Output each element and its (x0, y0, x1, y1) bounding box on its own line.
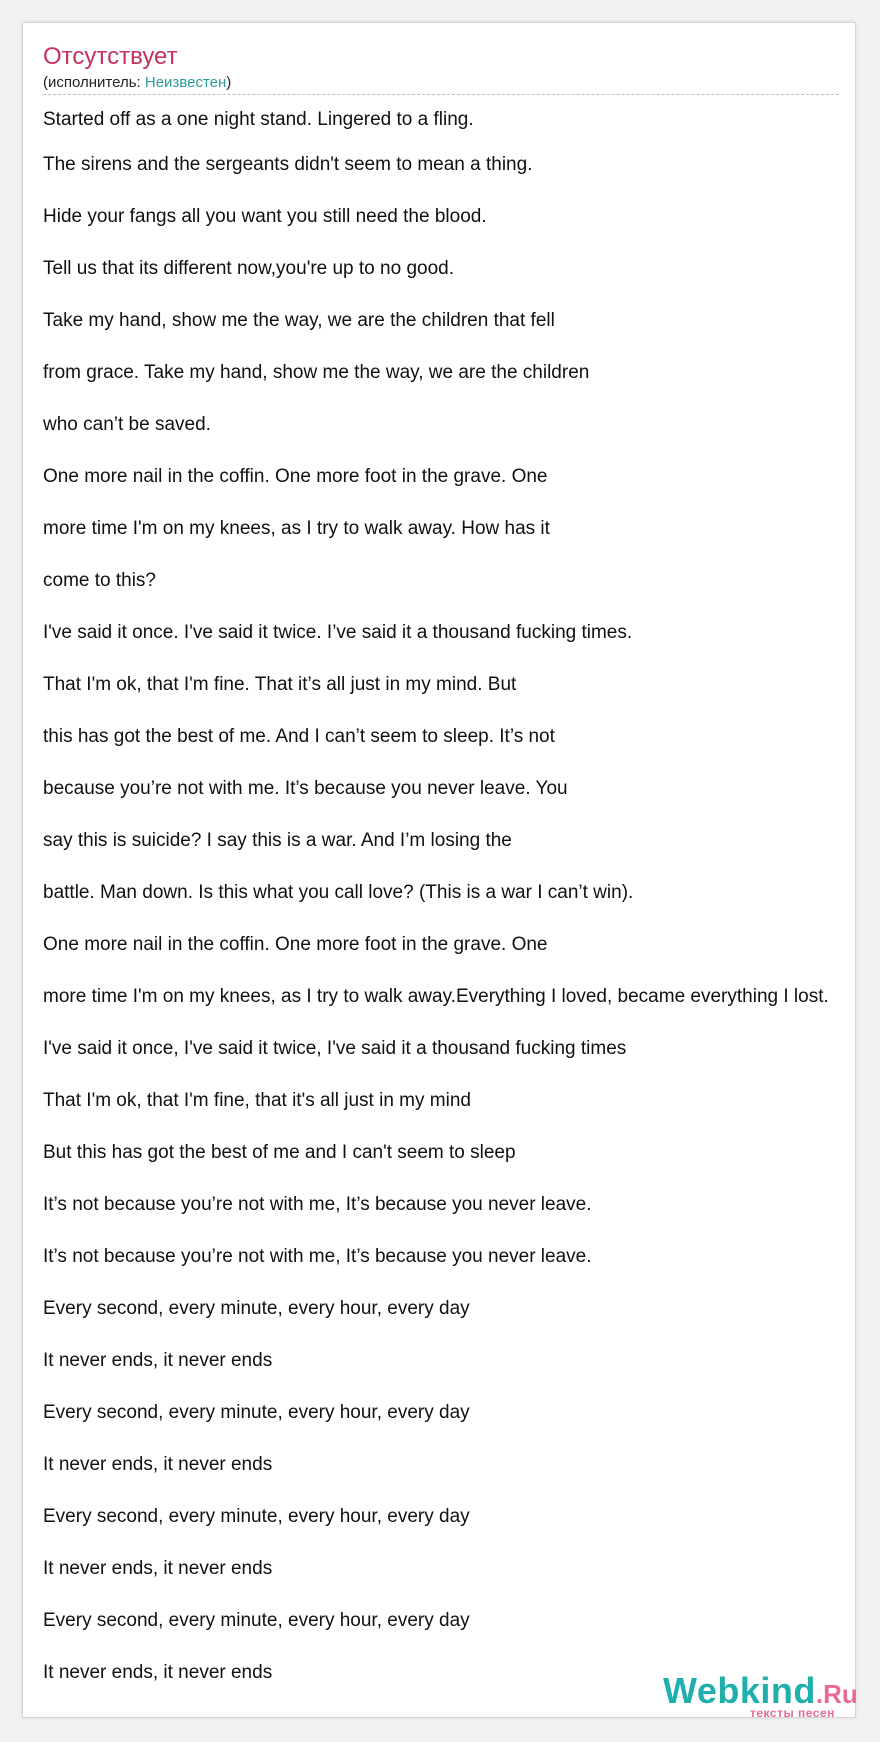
lyric-line: this has got the best of me. And I can’t seem to sleep. It’s not (43, 726, 555, 747)
lyrics-body (43, 105, 880, 1699)
lyric-line: It never ends, it never ends (43, 1350, 273, 1371)
artist-prefix: (исполнитель: (43, 74, 145, 91)
lyric-line: Tell us that its different now,you're up to no good. (43, 258, 454, 279)
lyric-line: One more nail in the coffin. One more foot in the grave. One (43, 466, 548, 487)
lyric-line: It’s not because you’re not with me, It’s because you never leave. (43, 1194, 592, 1215)
lyric-line: because you’re not with me. It’s because you never leave. You (43, 778, 568, 799)
lyric-line: from grace. Take my hand, show me the way, we are the children (43, 362, 590, 383)
lyric-line: come to this? (43, 570, 156, 591)
lyric-line: Every second, every minute, every hour, every day (43, 1610, 470, 1631)
header-divider (43, 94, 839, 95)
lyrics-card (22, 22, 856, 1718)
lyric-line: It never ends, it never ends (43, 1454, 273, 1475)
logo-tagline: тексты песен (750, 1706, 835, 1720)
lyric-line: It’s not because you’re not with me, It’s because you never leave. (43, 1246, 592, 1267)
logo-tld: .Ru (815, 1679, 858, 1709)
song-title: Отсутствует (43, 43, 178, 70)
lyric-line: Every second, every minute, every hour, every day (43, 1506, 470, 1527)
lyric-line: Take my hand, show me the way, we are the children that fell (43, 310, 555, 331)
logo-name: Webkind (663, 1670, 816, 1711)
lyric-line: It never ends, it never ends (43, 1558, 273, 1579)
lyric-line: The sirens and the sergeants didn't seem to mean a thing. (43, 154, 533, 175)
lyric-line: I've said it once, I've said it twice, I've said it a thousand fucking times (43, 1038, 627, 1059)
lyric-line: battle. Man down. Is this what you call love? (This is a war I can’t win). (43, 882, 634, 903)
lyric-line: It never ends, it never ends (43, 1662, 273, 1683)
lyric-line: say this is suicide? I say this is a war. And I’m losing the (43, 830, 512, 851)
lyric-line: Every second, every minute, every hour, every day (43, 1298, 470, 1319)
lyric-line: That I'm ok, that I'm fine, that it's all just in my mind (43, 1090, 471, 1111)
artist-suffix: ) (226, 74, 232, 91)
lyric-line: One more nail in the coffin. One more foot in the grave. One (43, 934, 548, 955)
artist-line (43, 73, 231, 93)
lyric-line: Hide your fangs all you want you still need the blood. (43, 206, 487, 227)
artist-link[interactable]: Неизвестен (144, 74, 227, 91)
lyric-line: more time I'm on my knees, as I try to walk away.Everything I loved, became everything I lost. (43, 986, 829, 1007)
lyric-line: That I'm ok, that I'm fine. That it’s all just in my mind. But (43, 674, 517, 695)
lyric-line: Started off as a one night stand. Lingered to a fling. (43, 109, 474, 130)
lyric-line: who can’t be saved. (43, 414, 211, 435)
lyric-line: more time I'm on my knees, as I try to walk away. How has it (43, 518, 550, 539)
site-logo[interactable] (663, 1670, 858, 1720)
lyric-line: But this has got the best of me and I can't seem to sleep (43, 1142, 516, 1163)
lyric-line: Every second, every minute, every hour, every day (43, 1402, 470, 1423)
lyric-line: I've said it once. I've said it twice. I’ve said it a thousand fucking times. (43, 622, 633, 643)
